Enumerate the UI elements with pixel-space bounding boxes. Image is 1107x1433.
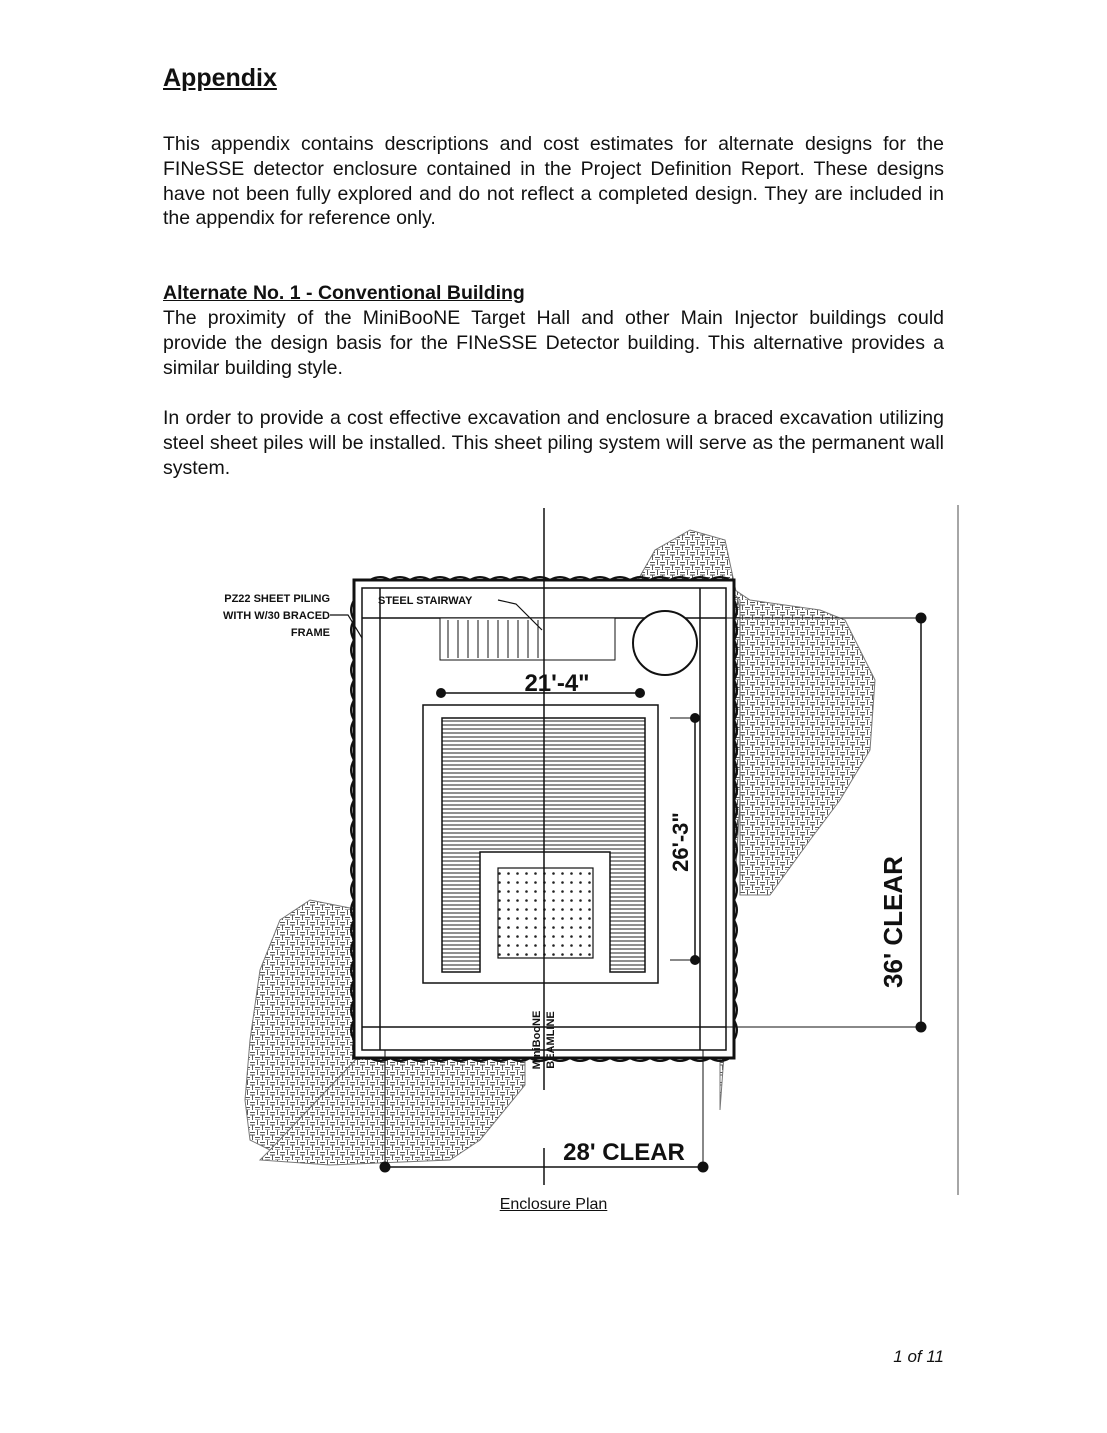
page-number: 1 of 11 [893, 1347, 944, 1366]
circular-shaft [633, 611, 697, 675]
piling-label-1: PZ22 SHEET PILING [224, 593, 330, 605]
beamline-label-1: MiniBooNE [531, 1010, 543, 1070]
soil-hatch-right-outer [720, 580, 875, 895]
page-title: Appendix [163, 64, 277, 92]
enclosure-plan-figure [180, 500, 970, 1200]
dim-clear-length: 36' CLEAR [878, 856, 908, 988]
section-paragraph-1: The proximity of the MiniBooNE Target Hall and other Main Injector buildings could provide the design basis for the FINeSSE Detector building. This alternative provides a similar building style. [163, 307, 944, 379]
piling-label-3: FRAME [290, 627, 330, 639]
stairway-label: STEEL STAIRWAY [378, 595, 473, 607]
enclosure-plan-drawing [180, 500, 970, 1200]
dim-width-inner: 21'-4" [524, 670, 590, 697]
dim-clear-width: 28' CLEAR [563, 1139, 685, 1166]
intro-paragraph: This appendix contains descriptions and cost estimates for alternate designs for the FINeSSE detector enclosure contained in the Project Definition Report. These designs have not been fully explored and do not reflect a completed design. They are included in the appendix for reference only. [163, 133, 944, 230]
dim-length-inner: 26'-3" [668, 812, 693, 872]
detector-core [498, 868, 593, 958]
beamline-label-2: BEAMLINE [545, 1011, 557, 1069]
section-title: Alternate No. 1 - Conventional Building [163, 282, 525, 304]
figure-caption: Enclosure Plan [499, 1196, 608, 1213]
section-paragraph-2: In order to provide a cost effective excavation and enclosure a braced excavation utilizing steel sheet piles will be installed. This sheet piling system will serve as the permanent wall system. [163, 407, 944, 479]
piling-label-2: WITH W/30 BRACED [223, 610, 330, 622]
steel-stairway [440, 618, 615, 660]
